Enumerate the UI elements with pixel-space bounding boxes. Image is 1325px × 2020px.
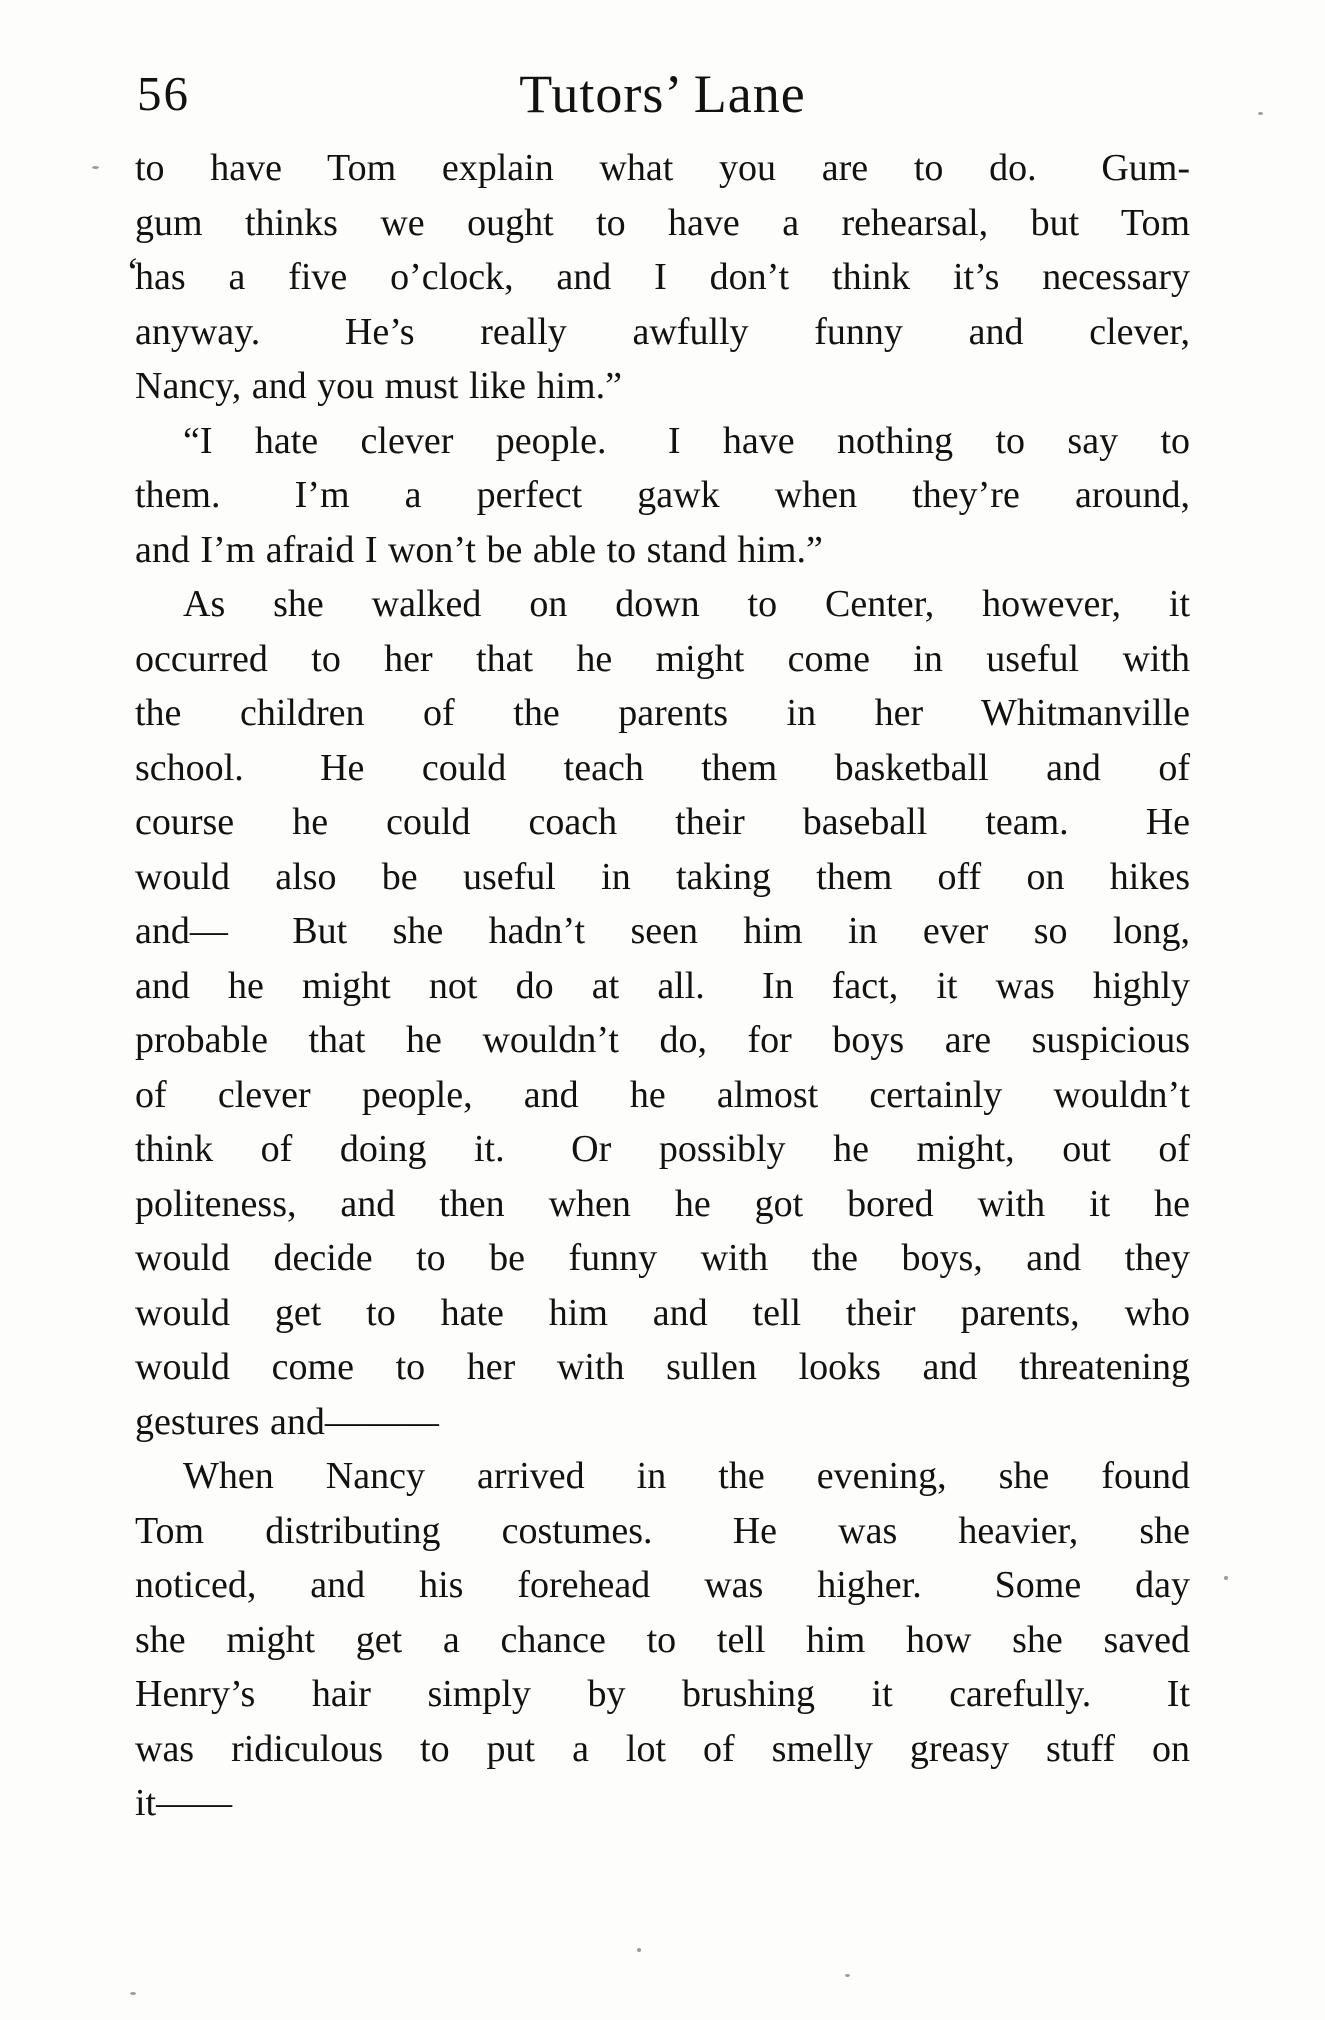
- paragraph-1: [135, 141, 1190, 414]
- text-line: Nancy, and you must like him.”: [135, 365, 622, 407]
- paragraph-4: [135, 1449, 1190, 1831]
- text-line: gum thinks we ought to have a rehearsal, but Tom: [135, 201, 1190, 244]
- paragraph-3: [135, 577, 1190, 1449]
- text-line: Tom distributing costumes. He was heavier, she: [135, 1509, 1190, 1552]
- text-line: would decide to be funny with the boys, and they: [135, 1237, 1190, 1279]
- text-line: the children of the parents in her Whitmanville: [135, 692, 1190, 734]
- scan-speck: [637, 1948, 641, 1952]
- scan-speck: [1224, 1576, 1228, 1580]
- text-line: As she walked on down to Center, however, it: [183, 583, 1190, 625]
- text-line: of clever people, and he almost certainly wouldn’t: [135, 1073, 1190, 1116]
- text-line: When Nancy arrived in the evening, she found: [183, 1455, 1190, 1497]
- text-line: gestures and———: [135, 1400, 439, 1443]
- text-line: would get to hate him and tell their parents, who: [135, 1291, 1190, 1334]
- text-line: school. He could teach them basketball and of: [135, 746, 1190, 789]
- scan-speck: [845, 1974, 850, 1977]
- text-line: course he could coach their baseball team. He: [135, 801, 1190, 843]
- text-line: she might get a chance to tell him how she saved: [135, 1618, 1190, 1661]
- text-line: politeness, and then when he got bored with it he: [135, 1182, 1190, 1225]
- text-block: [135, 141, 1190, 1831]
- text-line: and— But she hadn’t seen him in ever so long,: [135, 910, 1190, 952]
- text-line: think of doing it. Or possibly he might, out of: [135, 1128, 1190, 1170]
- text-line: to have Tom explain what you are to do. Gum-: [135, 147, 1190, 189]
- text-line: anyway. He’s really awfully funny and clever,: [135, 310, 1190, 353]
- text-line: it——: [135, 1782, 233, 1824]
- text-line: probable that he wouldn’t do, for boys are suspicious: [135, 1019, 1190, 1061]
- text-line: “I hate clever people. I have nothing to say to: [183, 419, 1190, 462]
- paragraph-2: [135, 414, 1190, 578]
- text-line: noticed, and his forehead was higher. Some day: [135, 1564, 1190, 1606]
- page-number: 56: [137, 66, 190, 121]
- text-line: and I’m afraid I won’t be able to stand him.”: [135, 528, 823, 571]
- text-line: would also be useful in taking them off on hikes: [135, 855, 1190, 898]
- scan-speck: [130, 1992, 136, 1995]
- ink-mark: ‘: [126, 249, 140, 294]
- text-line: occurred to her that he might come in useful with: [135, 637, 1190, 680]
- scan-speck: [92, 166, 99, 169]
- page-header: [135, 63, 1190, 125]
- text-line: Henry’s hair simply by brushing it carefully. It: [135, 1673, 1190, 1715]
- text-line: was ridiculous to put a lot of smelly greasy stuff on: [135, 1727, 1190, 1770]
- text-line: and he might not do at all. In fact, it was highly: [135, 964, 1190, 1007]
- text-line: would come to her with sullen looks and threatening: [135, 1346, 1190, 1388]
- running-title: Tutors’ Lane: [519, 64, 806, 124]
- text-line: them. I’m a perfect gawk when they’re around,: [135, 474, 1190, 516]
- scan-speck: [1258, 112, 1263, 115]
- text-line: has a five o’clock, and I don’t think it’s necessary: [135, 256, 1190, 298]
